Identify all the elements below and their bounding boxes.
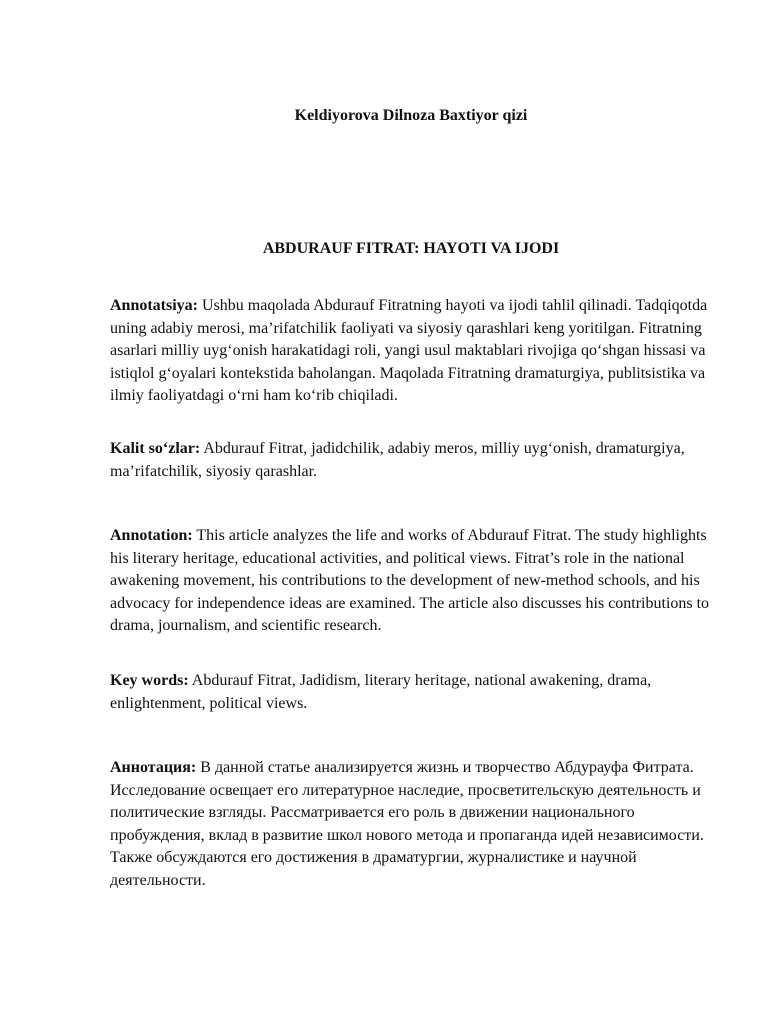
uzbek-keywords [110,438,715,483]
article-title: ABDURAUF FITRAT: HAYOTI VA IJODI [262,240,560,257]
uzbek-annotation-label: Annotatsiya: [110,297,199,314]
english-keywords [110,670,715,715]
english-annotation-text: This article analyzes the life and works of Abdurauf Fitrat. The study highlights his literary heritage, educational activities, and political views. Fitrat’s role in the national awakening movement, his contributions to the development of new-method schools, and his advocacy for independence ideas are examined. The article also discusses his contributions to drama, journalism, and scientific research. [110,527,710,635]
english-keywords-label: Key words: [110,672,189,689]
author-name: Keldiyorova Dilnoza Baxtiyor qizi [294,107,528,124]
russian-annotation-text: В данной статье анализируется жизнь и творчество Абдурауфа Фитрата. Исследование освещает его литературное наследие, просветительскую деятельность и политические взгляды. Рассматривается его роль в движении национального пробуждения, вклад в развитие школ нового метода и пропаганда идей независимости. Также обсуждаются его достижения в драматургии, журналистике и научной деятельности. [110,759,704,889]
russian-annotation-label: Аннотация: [110,759,197,776]
uzbek-annotation-text: Ushbu maqolada Abdurauf Fitratning hayoti va ijodi tahlil qilinadi. Tadqiqotda uning adabiy merosi, ma’rifatchilik faoliyati va siyosiy qarashlari keng yoritilgan. Fitratning asarlari milliy uyg‘onish harakatidagi roli, yangi usul maktablari rivojiga qo‘shgan hissasi va istiqlol g‘oyalari kontekstida baholangan. Maqolada Fitratning dramaturgiya, publitsistika va ilmiy faoliyatdagi o‘rni ham ko‘rib chiqiladi. [110,297,708,405]
uzbek-keywords-label: Kalit so‘zlar: [110,440,201,457]
english-keywords-text: Abdurauf Fitrat, Jadidism, literary heritage, national awakening, drama, enlightenment, political views. [110,672,652,712]
english-annotation-label: Annotation: [110,527,193,544]
uzbek-keywords-text: Abdurauf Fitrat, jadidchilik, adabiy meros, milliy uyg‘onish, dramaturgiya, ma’rifatchilik, siyosiy qarashlar. [110,440,685,480]
english-annotation [110,525,715,638]
russian-annotation [110,757,715,893]
uzbek-annotation [110,295,715,408]
